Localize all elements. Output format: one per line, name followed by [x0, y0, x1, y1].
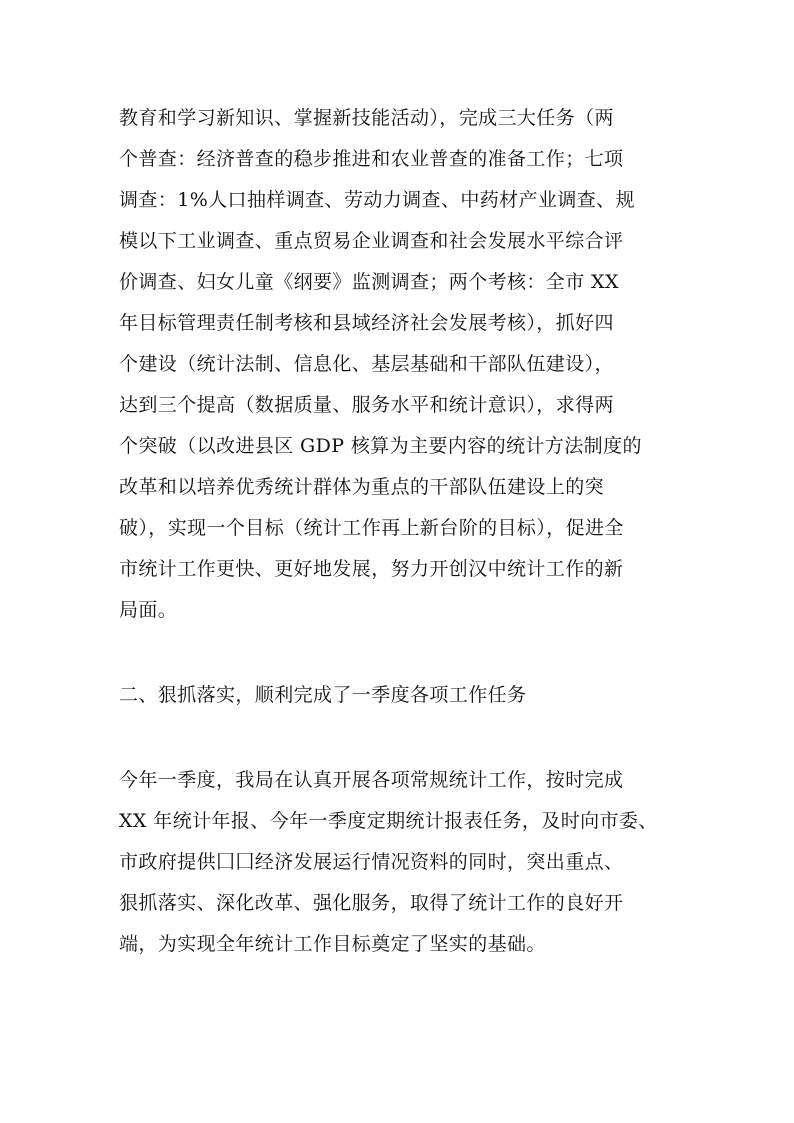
text-line: 价调查、妇女儿童《纲要》监测调查；两个考核：全市 XX: [119, 271, 619, 293]
text-line: 模以下工业调查、重点贸易企业调查和社会发展水平综合评: [119, 230, 624, 252]
text-line: 个普查：经济普查的稳步推进和农业普查的准备工作；七项: [119, 148, 624, 170]
text-line: XX 年统计年报、今年一季度定期统计报表任务，及时向市委、: [119, 810, 658, 832]
text-line: 年目标管理责任制考核和县域经济社会发展考核），抓好四: [119, 312, 614, 334]
text-line: 破），实现一个目标（统计工作再上新台阶的目标），促进全: [119, 517, 624, 539]
text-line: 市统计工作更快、更好地发展，努力开创汉中统计工作的新: [119, 558, 624, 580]
text-line: 教育和学习新知识、掌握新技能活动），完成三大任务（两: [119, 107, 614, 129]
text-line: 局面。: [119, 599, 178, 621]
text-line: 狠抓落实、深化改革、强化服务，取得了统计工作的良好开: [119, 892, 624, 914]
text-line: 端，为实现全年统计工作目标奠定了坚实的基础。: [119, 933, 546, 955]
text-line: 达到三个提高（数据质量、服务水平和统计意识），求得两: [119, 394, 614, 416]
text-line: 改革和以培养优秀统计群体为重点的干部队伍建设上的突: [119, 476, 605, 498]
section-heading: 二、狠抓落实，顺利完成了一季度各项工作任务: [119, 684, 527, 706]
text-line: 调查：1%人口抽样调查、劳动力调查、中药材产业调查、规: [119, 189, 635, 211]
text-line: 市政府提供囗囗经济发展运行情况资料的同时，突出重点、: [119, 851, 624, 873]
text-line: 个突破（以改进县区 GDP 核算为主要内容的统计方法制度的: [119, 435, 642, 457]
text-line: 今年一季度，我局在认真开展各项常规统计工作，按时完成: [119, 769, 624, 791]
text-line: 个建设（统计法制、信息化、基层基础和干部队伍建设），: [119, 353, 614, 375]
